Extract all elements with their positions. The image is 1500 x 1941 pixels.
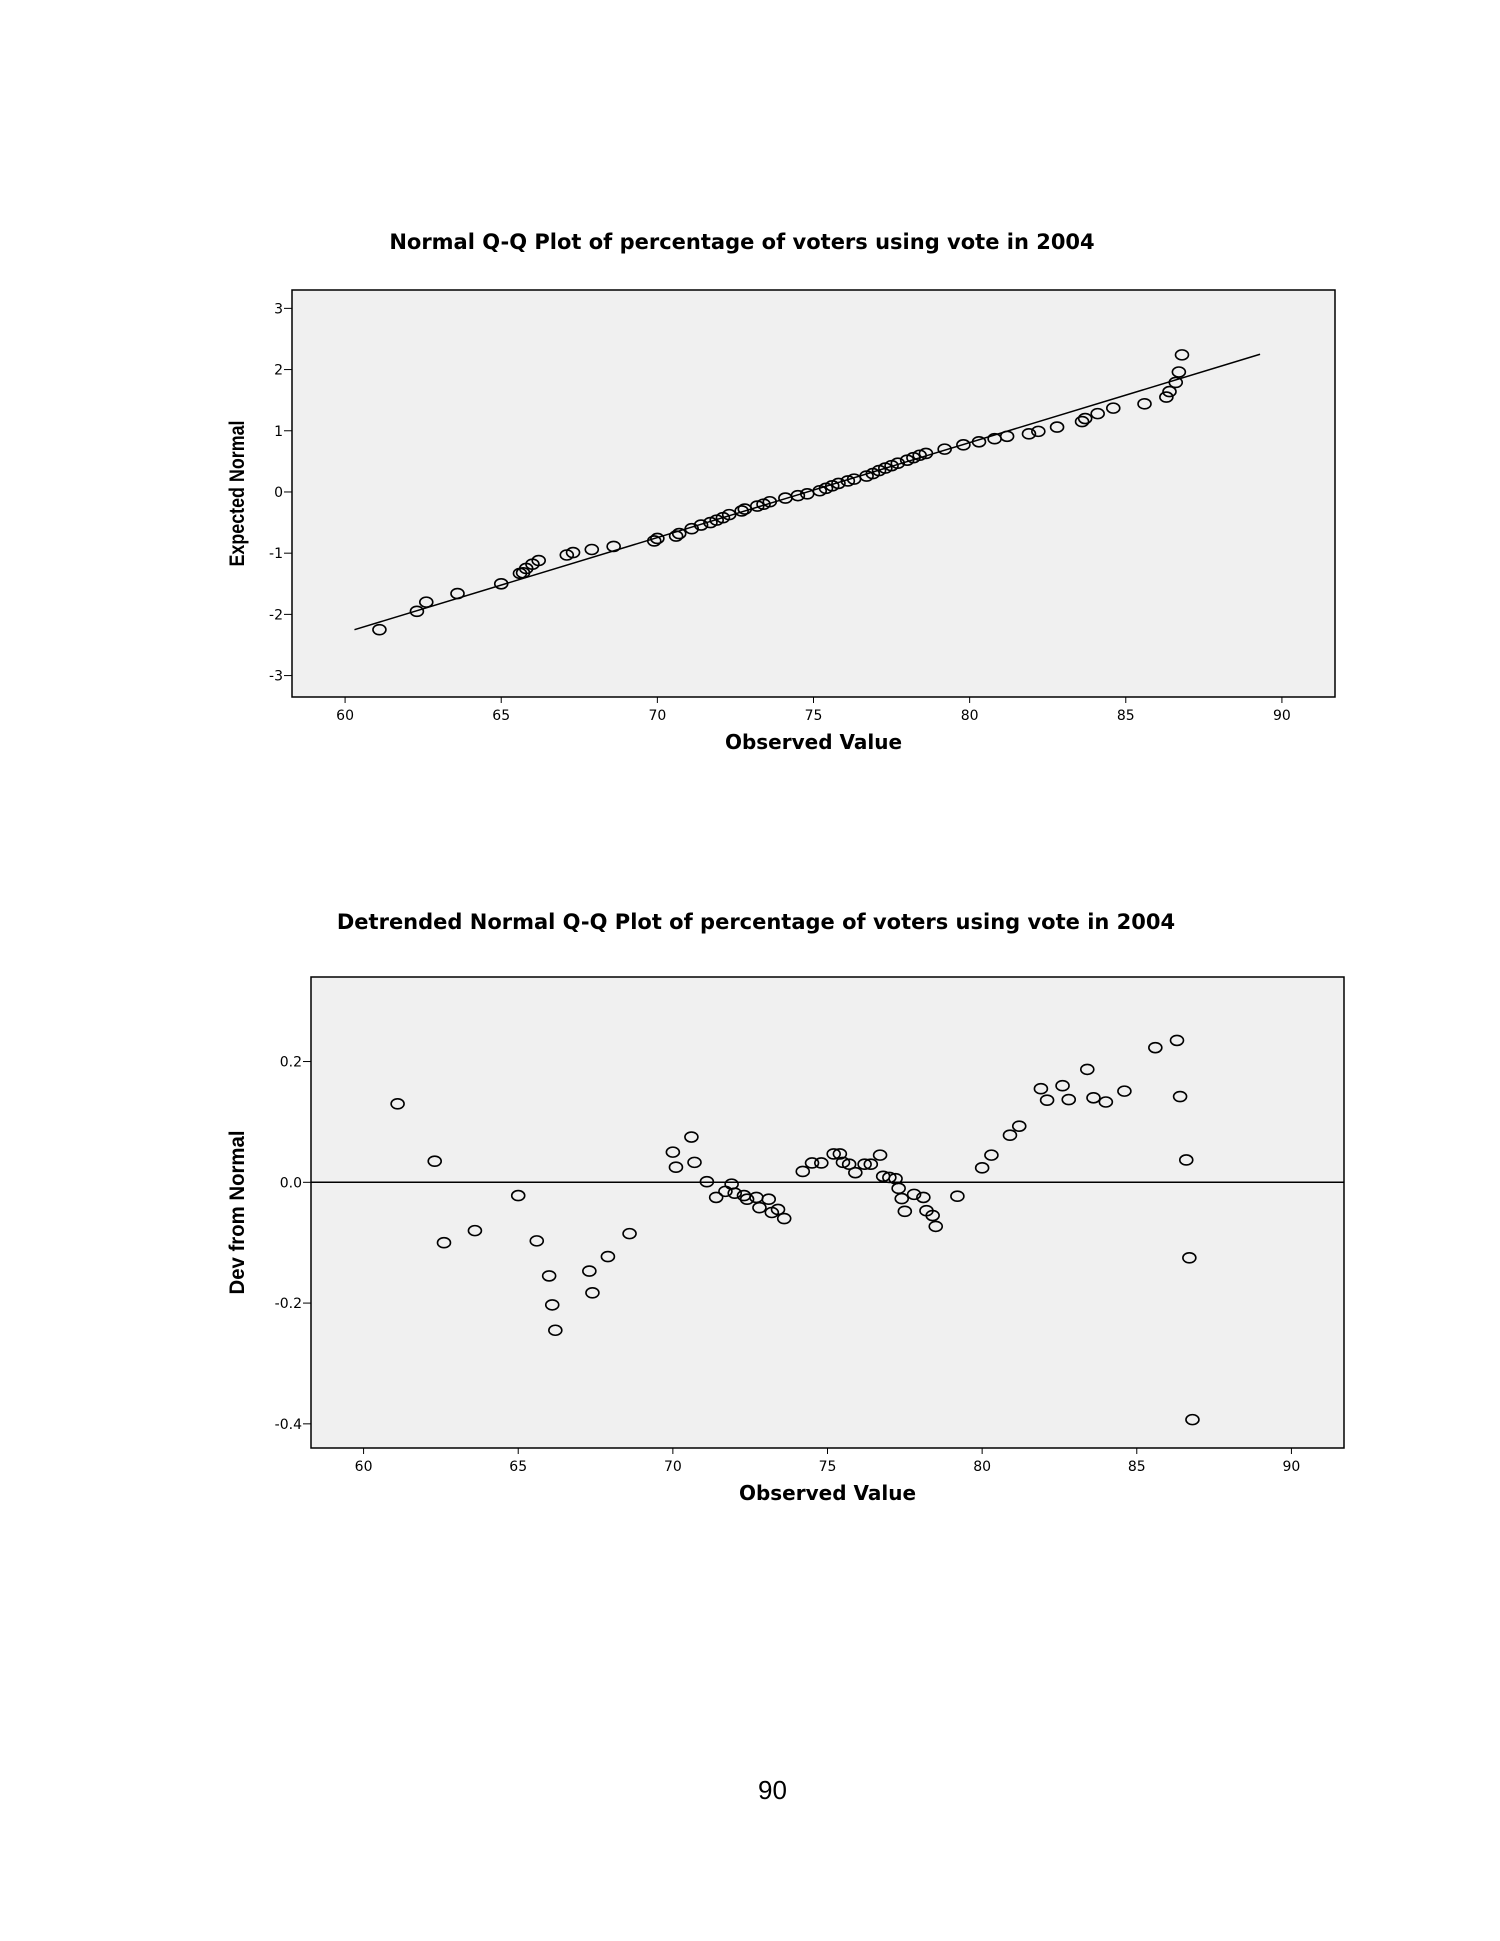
x-tick-label: 65: [509, 1459, 528, 1475]
y-tick-label: 1: [274, 423, 283, 440]
qq-plot-title: Normal Q-Q Plot of percentage of voters using vote in 2004: [389, 230, 1095, 254]
x-tick-label: 80: [973, 1459, 992, 1475]
x-tick-label: 75: [818, 1459, 837, 1475]
y-tick-label: -0.2: [274, 1296, 302, 1313]
x-axis-label: Observed Value: [738, 1481, 917, 1505]
x-tick-label: 65: [492, 708, 511, 724]
x-tick-label: 85: [1127, 1459, 1146, 1475]
y-tick-label: 0.0: [279, 1175, 302, 1192]
x-axis-label: Observed Value: [724, 730, 903, 754]
x-tick-label: 90: [1272, 708, 1291, 724]
x-tick-label: 75: [804, 708, 823, 724]
y-tick-label: -1: [269, 546, 283, 563]
y-tick-label: -2: [269, 607, 283, 624]
y-tick-label: 0: [274, 484, 283, 501]
y-tick-label: 2: [274, 362, 283, 379]
x-tick-label: 80: [960, 708, 979, 724]
page-number: 90: [758, 1775, 787, 1805]
y-tick-label: 3: [274, 301, 283, 318]
y-tick-label: -0.4: [274, 1416, 302, 1433]
x-tick-label: 90: [1282, 1459, 1301, 1475]
x-tick-label: 70: [648, 708, 667, 724]
x-tick-label: 60: [354, 1459, 373, 1475]
x-tick-label: 60: [336, 708, 355, 724]
y-tick-label: 0.2: [279, 1054, 302, 1071]
y-tick-label: -3: [269, 668, 283, 685]
y-axis-label: Dev from Normal: [226, 1125, 249, 1295]
y-axis-label: Expected Normal: [226, 394, 249, 567]
plot-area: [311, 977, 1344, 1448]
x-tick-label: 70: [663, 1459, 682, 1475]
detrended-plot-title: Detrended Normal Q-Q Plot of percentage of voters using vote in 2004: [336, 910, 1176, 934]
x-tick-label: 85: [1116, 708, 1135, 724]
